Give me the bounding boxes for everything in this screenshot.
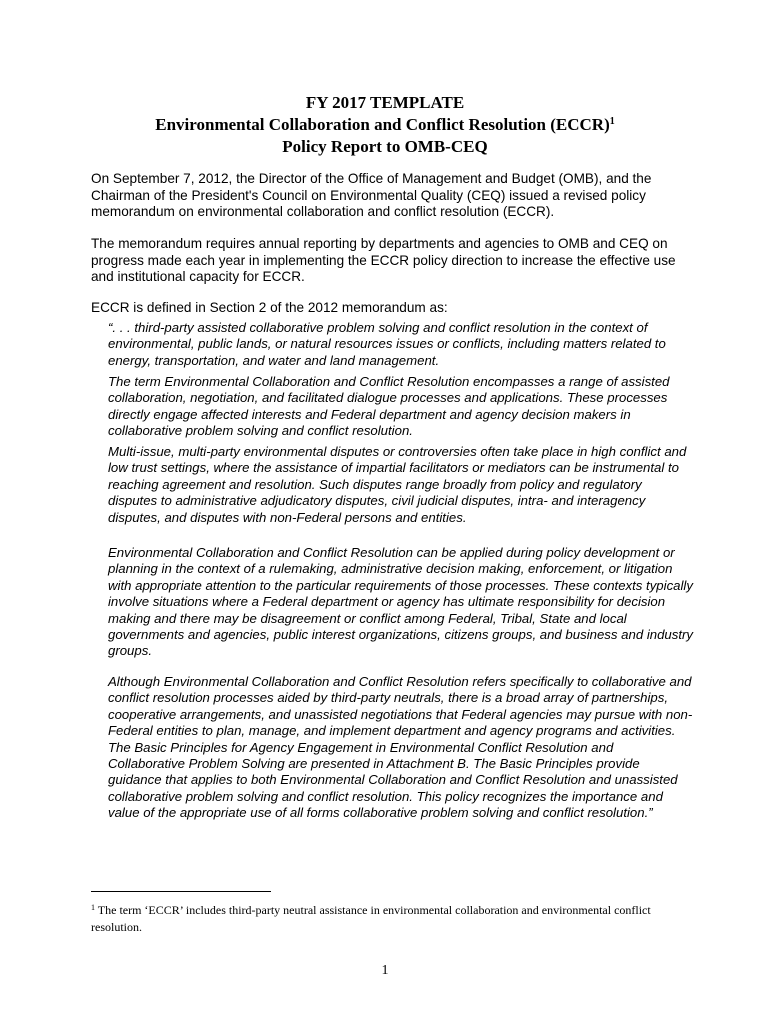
title-line-2-text: Environmental Collaboration and Conflict Resolution (ECCR) <box>155 115 610 134</box>
page-number: 1 <box>381 963 389 978</box>
quote-paragraph-3: Multi-issue, multi-party environmental disputes or controversies often take place in high conflict and low trust settings, where the assistance of impartial facilitators or mediators can be instrumental to reaching agreement and resolution. Such disputes range broadly from policy and regulatory disputes to administrative adjudicatory disputes, civil judicial disputes, intra- and interagency disputes, and disputes with non-Federal persons and entities. <box>108 444 687 525</box>
quote-paragraph-2: The term Environmental Collaboration and Conflict Resolution encompasses a range of assisted collaboration, negotiation, and facilitated dialogue processes and applications. These processes directly engage affected interests and Federal department and agency decision makers in collaborative problem solving and conflict resolution. <box>108 374 670 439</box>
footnote-reference[interactable]: 1 <box>609 116 615 127</box>
footnote <box>91 902 691 936</box>
memorandum-paragraph: The memorandum requires annual reporting by departments and agencies to OMB and CEQ on progress made each year in implementing the ECCR policy direction to increase the effective use and institutional capacity for ECCR. <box>91 236 676 285</box>
quote-paragraph-1: “. . . third-party assisted collaborative problem solving and conflict resolution in the context of environmental, public lands, or natural resources issues or conflicts, including matters related to energy, transportation, and water and land management. <box>108 320 666 368</box>
footnote-mark: 1 <box>91 903 95 912</box>
title-line-3: Policy Report to OMB-CEQ <box>282 137 488 156</box>
intro-paragraph: On September 7, 2012, the Director of the Office of Management and Budget (OMB), and the Chairman of the President's Council on Environmental Quality (CEQ) issued a revised policy memorandum on environmental collaboration and conflict resolution (ECCR). <box>91 171 652 220</box>
title-line-2 <box>0 114 770 136</box>
document-title <box>0 92 770 158</box>
quote-paragraph-4: Environmental Collaboration and Conflict Resolution can be applied during policy development or planning in the context of a rulemaking, administrative decision making, enforcement, or litigation with appropriate attention to the particular requirements of those processes. These contexts typically involve situations where a Federal department or agency has ultimate responsibility for decision making and there may be disagreement or conflict among Federal, Tribal, State and local governments and agencies, public interest organizations, citizens groups, and business and industry groups. <box>108 545 693 659</box>
definition-intro: ECCR is defined in Section 2 of the 2012 memorandum as: <box>91 300 448 315</box>
footnote-divider <box>91 891 271 892</box>
quote-paragraph-5: Although Environmental Collaboration and Conflict Resolution refers specifically to collaborative and conflict resolution processes aided by third-party neutrals, there is a broad array of partnerships, cooperative arrangements, and unassisted negotiations that Federal agencies may pursue with non-Federal entities to plan, manage, and implement department and agency programs and activities. The Basic Principles for Agency Engagement in Environmental Conflict Resolution and Collaborative Problem Solving are presented in Attachment B. The Basic Principles provide guidance that applies to both Environmental Collaboration and Conflict Resolution and unassisted collaborative problem solving and conflict resolution. This policy recognizes the importance and value of the appropriate use of all forms collaborative problem solving and conflict resolution.” <box>108 674 693 821</box>
footnote-text: The term ‘ECCR’ includes third-party neutral assistance in environmental collaboration and environmental conflict resolution. <box>91 903 651 934</box>
title-line-1: FY 2017 TEMPLATE <box>305 93 465 112</box>
